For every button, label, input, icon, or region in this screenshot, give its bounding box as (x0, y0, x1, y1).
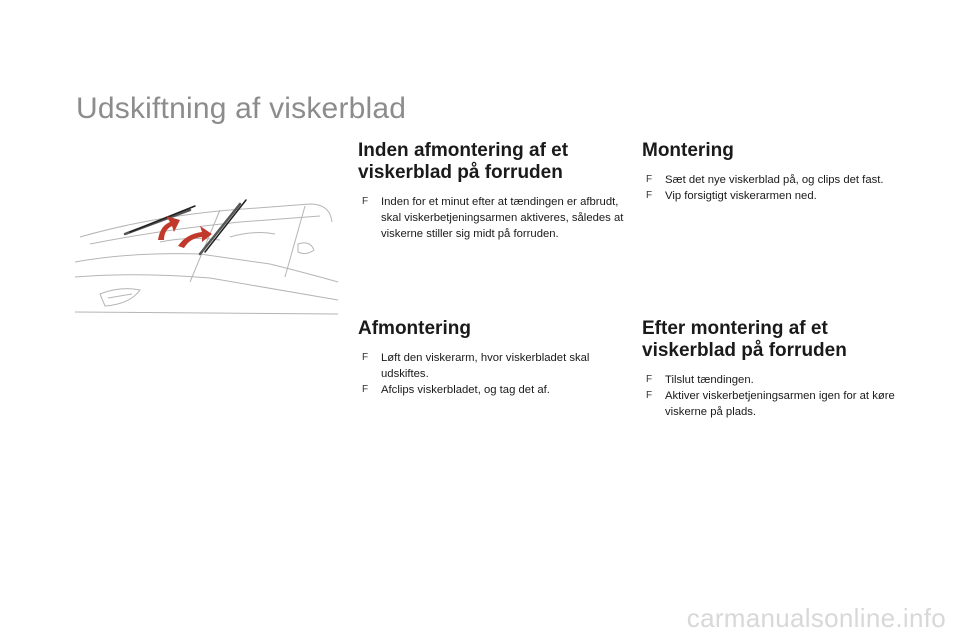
page-title: Udskiftning af viskerblad (76, 92, 407, 125)
watermark: carmanualsonline.info (686, 603, 946, 633)
list-item: F Vip forsigtigt viskerarmen ned. (646, 190, 817, 202)
instruction-list (358, 194, 633, 242)
list-item: F Inden for et minut efter at tændingen er afbrudt, skal viskerbetjeningsarmen aktiveres, således at viskerne stiller sig midt på forruden. (362, 196, 624, 240)
section-before-removal (358, 140, 633, 242)
pointer-icon: F (646, 374, 653, 385)
wiper-blade-right (205, 200, 246, 252)
list-item: F Aktiver viskerbetjeningsarmen igen for at køre viskerne på plads. (646, 390, 895, 418)
section-after-mounting (642, 318, 917, 420)
pointer-icon: F (646, 390, 653, 401)
instruction-list (642, 172, 917, 204)
instruction-list (358, 350, 633, 398)
section-heading: Efter montering af et viskerblad på forruden (642, 318, 847, 361)
instruction-list (642, 372, 917, 420)
pointer-icon: F (646, 174, 653, 185)
section-removal (358, 318, 633, 398)
pointer-icon: F (362, 384, 369, 395)
wiper-arm-right (200, 204, 240, 254)
section-heading: Montering (642, 140, 734, 161)
list-item: F Sæt det nye viskerblad på, og clips det fast. (646, 174, 884, 186)
headlight (100, 289, 140, 306)
section-heading: Inden afmontering af et viskerblad på forruden (358, 140, 569, 183)
pointer-icon: F (362, 196, 369, 207)
section-heading: Afmontering (358, 318, 471, 339)
wiper-replacement-illustration (70, 182, 340, 322)
list-item: F Løft den viskerarm, hvor viskerbladet skal udskiftes. (362, 352, 590, 380)
list-item: F Tilslut tændingen. (646, 374, 754, 386)
section-mounting (642, 140, 917, 204)
mirror (298, 243, 314, 254)
pointer-icon: F (362, 352, 369, 363)
list-item: F Afclips viskerbladet, og tag det af. (362, 384, 550, 396)
pointer-icon: F (646, 190, 653, 201)
